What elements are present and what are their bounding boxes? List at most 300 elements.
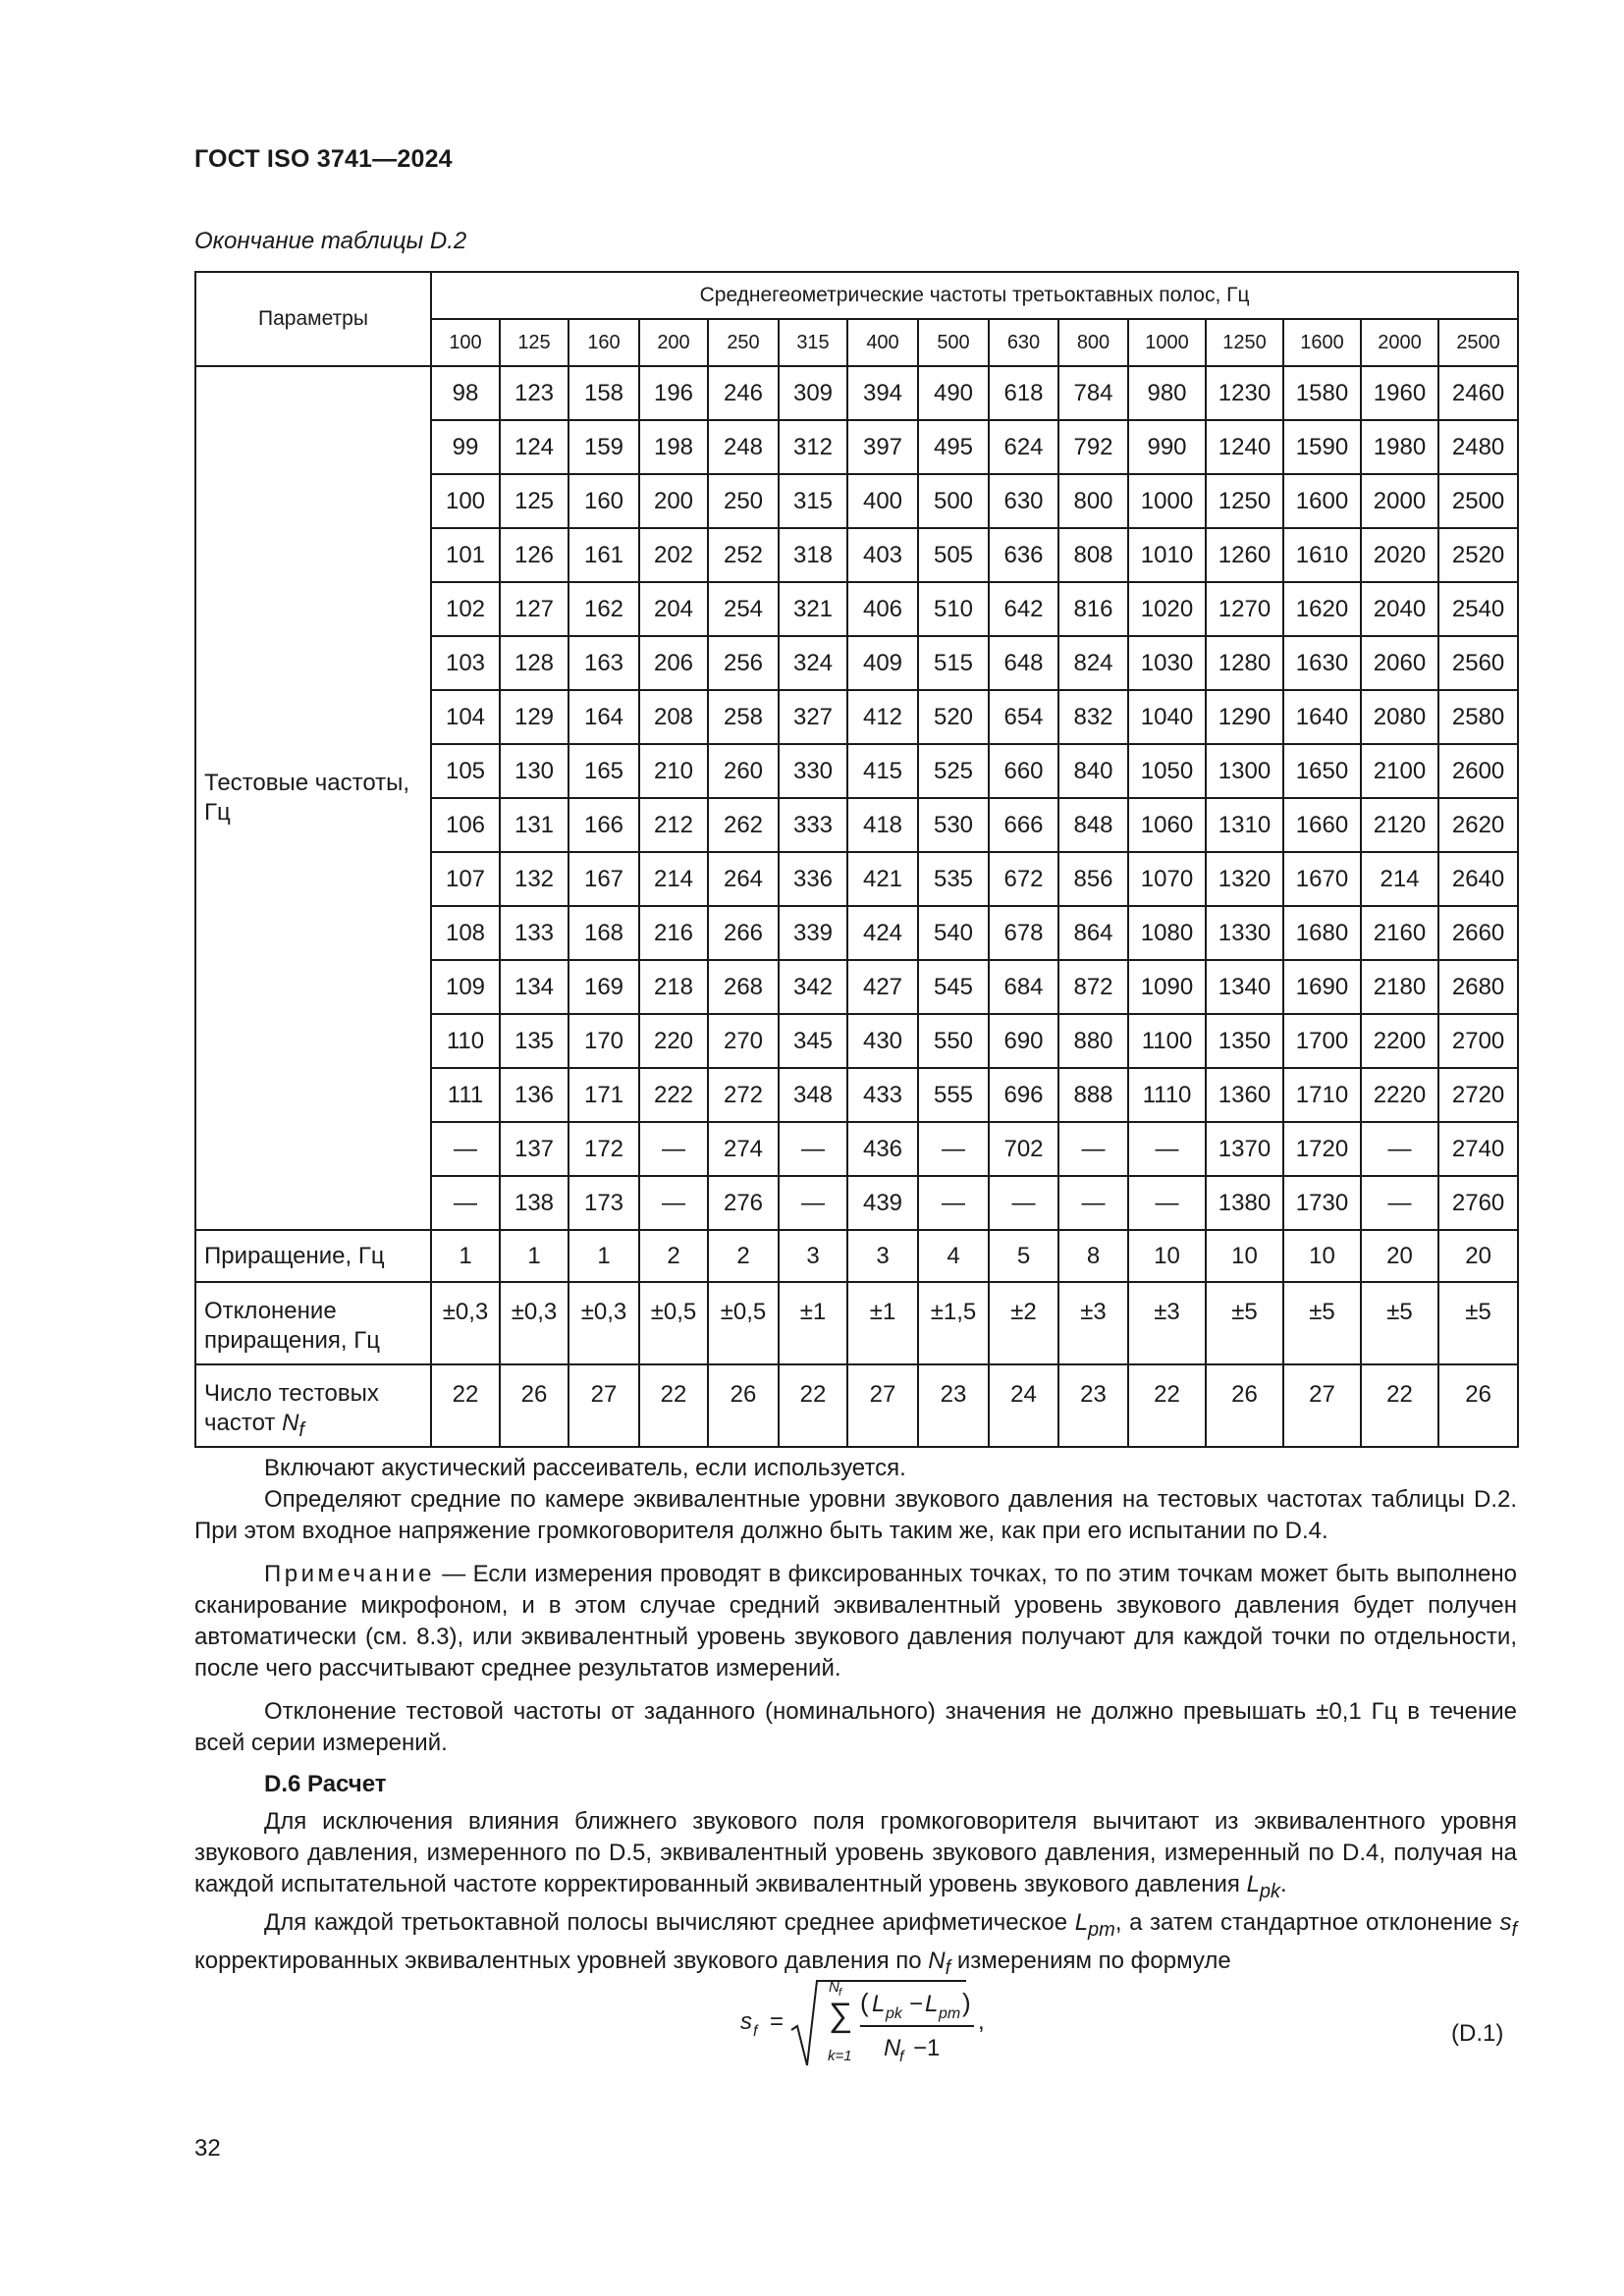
table-cell: 1020: [1128, 582, 1206, 636]
table-cell: 424: [847, 906, 918, 960]
table-cell: ±1: [779, 1282, 847, 1364]
band-header-cell: 500: [918, 319, 989, 366]
table-cell: 2020: [1361, 528, 1438, 582]
table-cell: 108: [431, 906, 500, 960]
table-cell: 2220: [1361, 1068, 1438, 1122]
table-cell: 666: [989, 798, 1058, 852]
paren-close: ): [962, 1988, 971, 2017]
table-cell: 101: [431, 528, 500, 582]
table-cell: ±0,3: [500, 1282, 568, 1364]
table-cell: 418: [847, 798, 918, 852]
table-cell: 268: [708, 960, 779, 1014]
table-cell: 10: [1128, 1230, 1206, 1282]
table-cell: 103: [431, 636, 500, 690]
table-cell: 490: [918, 366, 989, 420]
table-cell: 216: [639, 906, 708, 960]
table-cell: 840: [1058, 744, 1128, 798]
table-cell: 22: [431, 1364, 500, 1447]
table-cell: 535: [918, 852, 989, 906]
table-cell: 23: [918, 1364, 989, 1447]
table-cell: 26: [1438, 1364, 1518, 1447]
table-cell: 1270: [1206, 582, 1283, 636]
table-cell: —: [918, 1122, 989, 1176]
table-cell: ±5: [1206, 1282, 1283, 1364]
table-cell: 24: [989, 1364, 1058, 1447]
table-cell: 167: [568, 852, 639, 906]
table-cell: 439: [847, 1176, 918, 1230]
table-cell: 309: [779, 366, 847, 420]
table-cell: 1360: [1206, 1068, 1283, 1122]
table-cell: —: [779, 1122, 847, 1176]
table-cell: 433: [847, 1068, 918, 1122]
table-cell: 555: [918, 1068, 989, 1122]
table-cell: 403: [847, 528, 918, 582]
table-cell: —: [639, 1122, 708, 1176]
table-cell: 1000: [1128, 474, 1206, 528]
table-cell: 165: [568, 744, 639, 798]
table-cell: 256: [708, 636, 779, 690]
table-cell: 624: [989, 420, 1058, 474]
table-cell: 260: [708, 744, 779, 798]
table-cell: 23: [1058, 1364, 1128, 1447]
table-cell: —: [918, 1176, 989, 1230]
table-cell: 2640: [1438, 852, 1518, 906]
table-cell: 27: [847, 1364, 918, 1447]
table-cell: 1: [431, 1230, 500, 1282]
table-cell: 1690: [1283, 960, 1361, 1014]
table-cell: 1070: [1128, 852, 1206, 906]
table-cell: 206: [639, 636, 708, 690]
table-cell: 127: [500, 582, 568, 636]
table-cell: 3: [779, 1230, 847, 1282]
table-cell: 1640: [1283, 690, 1361, 744]
table-cell: 1080: [1128, 906, 1206, 960]
num-minus: −: [909, 1991, 924, 2017]
table-cell: 22: [779, 1364, 847, 1447]
table-cell: ±5: [1438, 1282, 1518, 1364]
paragraph: Включают акустический рассеиватель, если используется.: [264, 1455, 906, 1481]
table-cell: 1090: [1128, 960, 1206, 1014]
table-cell: 126: [500, 528, 568, 582]
paragraph: Для каждой третьоктавной полосы вычисляют среднее арифметическое $L_{pm}$, а затем стандартное отклонение $s_f$ корректированных эквивалентных уровней звукового давления по $N_f$ измерениям по формуле: [194, 1908, 1518, 1979]
table-cell: 415: [847, 744, 918, 798]
table-cell: 20: [1361, 1230, 1438, 1282]
table-cell: 515: [918, 636, 989, 690]
test-frequencies-body: [195, 366, 1518, 1230]
formula-equals: =: [770, 2008, 785, 2035]
table-cell: 109: [431, 960, 500, 1014]
band-header-cell: 400: [847, 319, 918, 366]
table-cell: 274: [708, 1122, 779, 1176]
table-cell: 1980: [1361, 420, 1438, 474]
increment-label: Приращение, Гц: [195, 1230, 431, 1282]
table-cell: 171: [568, 1068, 639, 1122]
band-group-header: Среднегеометрические частоты третьоктавных полос, Гц: [431, 272, 1518, 319]
table-cell: —: [989, 1176, 1058, 1230]
table-cell: 2720: [1438, 1068, 1518, 1122]
table-cell: ±0,3: [431, 1282, 500, 1364]
band-header-cell: 1000: [1128, 319, 1206, 366]
table-cell: 3: [847, 1230, 918, 1282]
table-cell: 660: [989, 744, 1058, 798]
table-cell: 27: [568, 1364, 639, 1447]
formula-lhs-sub: f: [753, 2023, 758, 2040]
table-cell: 808: [1058, 528, 1128, 582]
num-a-sub: pk: [886, 2005, 902, 2022]
table-cell: 2: [639, 1230, 708, 1282]
table-cell: 220: [639, 1014, 708, 1068]
den-b: −1: [913, 2035, 941, 2061]
table-cell: 1620: [1283, 582, 1361, 636]
table-cell: 22: [639, 1364, 708, 1447]
table-cell: 202: [639, 528, 708, 582]
table-cell: 397: [847, 420, 918, 474]
table-cell: 272: [708, 1068, 779, 1122]
table-cell: 872: [1058, 960, 1128, 1014]
table-cell: 2460: [1438, 366, 1518, 420]
table-cell: 500: [918, 474, 989, 528]
table-cell: 1580: [1283, 366, 1361, 420]
table-cell: 204: [639, 582, 708, 636]
table-cell: 702: [989, 1122, 1058, 1176]
table-cell: 168: [568, 906, 639, 960]
formula-d1: [727, 1975, 1316, 2073]
table-cell: 10: [1206, 1230, 1283, 1282]
count-label: Число тестовых частот $N_f$: [195, 1364, 431, 1447]
table-cell: 172: [568, 1122, 639, 1176]
table-cell: 345: [779, 1014, 847, 1068]
table-cell: 990: [1128, 420, 1206, 474]
table-cell: 124: [500, 420, 568, 474]
table-cell: ±2: [989, 1282, 1058, 1364]
table-cell: 170: [568, 1014, 639, 1068]
table-cell: 505: [918, 528, 989, 582]
table-cell: 2620: [1438, 798, 1518, 852]
table-cell: 540: [918, 906, 989, 960]
table-cell: 1290: [1206, 690, 1283, 744]
num-b: L: [925, 1991, 939, 2017]
table-caption: Окончание таблицы D.2: [194, 228, 467, 254]
paragraph: Определяют средние по камере эквивалентные уровни звукового давления на тестовых частотах таблицы D.2. При этом входное напряжение громкоговорителя должно быть таким же, как при его испытании по D.4.: [194, 1486, 1517, 1544]
table-cell: 2600: [1438, 744, 1518, 798]
table-cell: 110: [431, 1014, 500, 1068]
table-cell: 8: [1058, 1230, 1128, 1282]
table-cell: 1310: [1206, 798, 1283, 852]
table-cell: 690: [989, 1014, 1058, 1068]
table-cell: 654: [989, 690, 1058, 744]
table-cell: 2160: [1361, 906, 1438, 960]
table-cell: 163: [568, 636, 639, 690]
table-cell: 22: [1128, 1364, 1206, 1447]
table-cell: 262: [708, 798, 779, 852]
table-cell: 1230: [1206, 366, 1283, 420]
table-cell: ±3: [1058, 1282, 1128, 1364]
equation-number: (D.1): [1451, 2020, 1504, 2047]
table-cell: ±0,5: [708, 1282, 779, 1364]
table-cell: 138: [500, 1176, 568, 1230]
table-cell: 250: [708, 474, 779, 528]
table-cell: 880: [1058, 1014, 1128, 1068]
table-cell: 1: [500, 1230, 568, 1282]
param-header: Параметры: [195, 272, 431, 366]
paren-open: (: [860, 1988, 869, 2017]
table-cell: 394: [847, 366, 918, 420]
table-cell: 2: [708, 1230, 779, 1282]
table-cell: 642: [989, 582, 1058, 636]
table-cell: —: [1128, 1122, 1206, 1176]
table-cell: 333: [779, 798, 847, 852]
table-cell: 1370: [1206, 1122, 1283, 1176]
table-cell: 2680: [1438, 960, 1518, 1014]
table-cell: 530: [918, 798, 989, 852]
table-cell: 1300: [1206, 744, 1283, 798]
table-cell: 792: [1058, 420, 1128, 474]
sum-lower: k=1: [828, 2048, 852, 2064]
table-cell: 888: [1058, 1068, 1128, 1122]
table-cell: 276: [708, 1176, 779, 1230]
table-cell: 218: [639, 960, 708, 1014]
table-cell: 208: [639, 690, 708, 744]
den-a-sub: f: [899, 2049, 904, 2065]
table-cell: 1340: [1206, 960, 1283, 1014]
table-cell: 1960: [1361, 366, 1438, 420]
document-header: ГОСТ ISO 3741—2024: [194, 145, 453, 173]
table-cell: 258: [708, 690, 779, 744]
table-cell: 214: [639, 852, 708, 906]
band-header-cell: 160: [568, 319, 639, 366]
table-cell: 26: [708, 1364, 779, 1447]
table-cell: 2760: [1438, 1176, 1518, 1230]
table-cell: —: [1128, 1176, 1206, 1230]
paragraph: Для исключения влияния ближнего звукового поля громкоговорителя вычитают из эквивалентного уровня звукового давления, измеренного по D.5, эквивалентный уровень звукового давления, измеренный по D.4, получая на каждой испытательной частоте корректированный эквивалентный уровень звукового давления $L_{pk}$.: [194, 1808, 1517, 1902]
table-cell: 98: [431, 366, 500, 420]
table-cell: 321: [779, 582, 847, 636]
table-cell: 1650: [1283, 744, 1361, 798]
table-cell: 430: [847, 1014, 918, 1068]
table-cell: 162: [568, 582, 639, 636]
table-cell: 159: [568, 420, 639, 474]
table-cell: 800: [1058, 474, 1128, 528]
table-cell: 27: [1283, 1364, 1361, 1447]
table-cell: 520: [918, 690, 989, 744]
table-cell: 5: [989, 1230, 1058, 1282]
table-cell: 99: [431, 420, 500, 474]
table-cell: 2200: [1361, 1014, 1438, 1068]
table-cell: 1720: [1283, 1122, 1361, 1176]
table-cell: 160: [568, 474, 639, 528]
table-cell: ±0,5: [639, 1282, 708, 1364]
table-cell: —: [1361, 1176, 1438, 1230]
table-cell: 684: [989, 960, 1058, 1014]
band-header-cell: 200: [639, 319, 708, 366]
table-cell: 2040: [1361, 582, 1438, 636]
table-cell: 248: [708, 420, 779, 474]
table-cell: 1: [568, 1230, 639, 1282]
count-row: [195, 1364, 1518, 1447]
table-cell: 2660: [1438, 906, 1518, 960]
table-cell: 4: [918, 1230, 989, 1282]
table-cell: 2000: [1361, 474, 1438, 528]
table-cell: 166: [568, 798, 639, 852]
table-cell: 2700: [1438, 1014, 1518, 1068]
table-cell: 832: [1058, 690, 1128, 744]
table-cell: 1380: [1206, 1176, 1283, 1230]
deviation-row: [195, 1282, 1518, 1364]
table-cell: 816: [1058, 582, 1128, 636]
table-cell: 1100: [1128, 1014, 1206, 1068]
table-cell: 2060: [1361, 636, 1438, 690]
table-cell: 2520: [1438, 528, 1518, 582]
table-cell: 525: [918, 744, 989, 798]
table-cell: 1700: [1283, 1014, 1361, 1068]
table-cell: 22: [1361, 1364, 1438, 1447]
table-cell: 630: [989, 474, 1058, 528]
table-cell: 1060: [1128, 798, 1206, 852]
table-cell: 618: [989, 366, 1058, 420]
section-title: D.6 Расчет: [264, 1771, 387, 1797]
table-cell: —: [1361, 1122, 1438, 1176]
formula-lhs: s: [740, 2008, 752, 2035]
table-cell: 824: [1058, 636, 1128, 690]
table-cell: —: [431, 1176, 500, 1230]
table-cell: 1610: [1283, 528, 1361, 582]
table-cell: 2120: [1361, 798, 1438, 852]
table-cell: 1730: [1283, 1176, 1361, 1230]
table-cell: 264: [708, 852, 779, 906]
table-cell: 327: [779, 690, 847, 744]
table-cell: 1680: [1283, 906, 1361, 960]
table-cell: 2480: [1438, 420, 1518, 474]
table-cell: 342: [779, 960, 847, 1014]
table-cell: 104: [431, 690, 500, 744]
band-header-cell: 1600: [1283, 319, 1361, 366]
table-cell: 339: [779, 906, 847, 960]
band-header-cell: 2000: [1361, 319, 1438, 366]
table-cell: 550: [918, 1014, 989, 1068]
band-header-cell: 1250: [1206, 319, 1283, 366]
table-row: [195, 366, 1518, 420]
note: Примечание — Если измерения проводят в фиксированных точках, то по этим точкам может быть выполнено сканирование микрофоном, и в этом случае средний эквивалентный уровень звукового давления будет получен автоматически (см. 8.3), или эквивалентный уровень звукового давления получают для каждой точки по отдельности, после чего рассчитывают среднее результатов измерений.: [194, 1561, 1517, 1682]
table-cell: 495: [918, 420, 989, 474]
table-cell: 266: [708, 906, 779, 960]
table-cell: 848: [1058, 798, 1128, 852]
table-cell: 222: [639, 1068, 708, 1122]
band-header-cell: 800: [1058, 319, 1128, 366]
table-cell: 1240: [1206, 420, 1283, 474]
table-cell: 128: [500, 636, 568, 690]
table-cell: 1320: [1206, 852, 1283, 906]
table-cell: 270: [708, 1014, 779, 1068]
frequency-table: [194, 271, 1519, 1448]
table-cell: 100: [431, 474, 500, 528]
table-cell: 1040: [1128, 690, 1206, 744]
band-header-cell: 250: [708, 319, 779, 366]
test-frequencies-label: Тестовые частоты, Гц: [195, 366, 431, 1230]
table-cell: 324: [779, 636, 847, 690]
table-cell: ±1,5: [918, 1282, 989, 1364]
table-cell: 254: [708, 582, 779, 636]
table-cell: 125: [500, 474, 568, 528]
table-cell: 1630: [1283, 636, 1361, 690]
paragraph: Отклонение тестовой частоты от заданного (номинального) значения не должно превышать ±0,1 Гц в течение всей серии измерений.: [194, 1698, 1517, 1756]
table-cell: 400: [847, 474, 918, 528]
table-cell: 136: [500, 1068, 568, 1122]
table-cell: 212: [639, 798, 708, 852]
table-cell: 102: [431, 582, 500, 636]
table-cell: 1110: [1128, 1068, 1206, 1122]
table-cell: 20: [1438, 1230, 1518, 1282]
table-cell: 672: [989, 852, 1058, 906]
table-cell: 111: [431, 1068, 500, 1122]
num-a: L: [872, 1991, 886, 2017]
table-cell: 107: [431, 852, 500, 906]
table-cell: 1250: [1206, 474, 1283, 528]
table-cell: 980: [1128, 366, 1206, 420]
table-cell: 1670: [1283, 852, 1361, 906]
table-cell: —: [639, 1176, 708, 1230]
band-header-cell: 100: [431, 319, 500, 366]
table-cell: 1050: [1128, 744, 1206, 798]
num-b-sub: pm: [939, 2005, 961, 2022]
table-cell: 436: [847, 1122, 918, 1176]
table-cell: 648: [989, 636, 1058, 690]
table-cell: —: [1058, 1122, 1128, 1176]
band-header-cell: 315: [779, 319, 847, 366]
table-cell: 2740: [1438, 1122, 1518, 1176]
formula-trail: ,: [978, 2008, 985, 2035]
table-cell: 636: [989, 528, 1058, 582]
table-cell: 133: [500, 906, 568, 960]
table-cell: 510: [918, 582, 989, 636]
table-cell: 864: [1058, 906, 1128, 960]
table-cell: 2180: [1361, 960, 1438, 1014]
table-cell: 678: [989, 906, 1058, 960]
den-a: N: [884, 2035, 901, 2061]
sum-sign: ∑: [829, 1997, 853, 2034]
table-cell: 427: [847, 960, 918, 1014]
table-cell: 129: [500, 690, 568, 744]
deviation-label: Отклонение приращения, Гц: [195, 1282, 431, 1364]
table-cell: 1600: [1283, 474, 1361, 528]
table-cell: 135: [500, 1014, 568, 1068]
table-cell: 137: [500, 1122, 568, 1176]
table-cell: 161: [568, 528, 639, 582]
table-cell: 130: [500, 744, 568, 798]
table-cell: 406: [847, 582, 918, 636]
table-cell: 312: [779, 420, 847, 474]
table-cell: 330: [779, 744, 847, 798]
table-cell: ±1: [847, 1282, 918, 1364]
band-header-cell: 125: [500, 319, 568, 366]
table-cell: 134: [500, 960, 568, 1014]
table-cell: 214: [1361, 852, 1438, 906]
table-cell: 169: [568, 960, 639, 1014]
table-cell: 412: [847, 690, 918, 744]
table-cell: 2580: [1438, 690, 1518, 744]
table-cell: 173: [568, 1176, 639, 1230]
table-cell: 106: [431, 798, 500, 852]
table-cell: 1010: [1128, 528, 1206, 582]
table-cell: 856: [1058, 852, 1128, 906]
table-cell: 409: [847, 636, 918, 690]
table-cell: 1330: [1206, 906, 1283, 960]
table-cell: ±5: [1361, 1282, 1438, 1364]
table-cell: 10: [1283, 1230, 1361, 1282]
table-cell: 336: [779, 852, 847, 906]
table-cell: 105: [431, 744, 500, 798]
table-cell: 318: [779, 528, 847, 582]
table-cell: 696: [989, 1068, 1058, 1122]
